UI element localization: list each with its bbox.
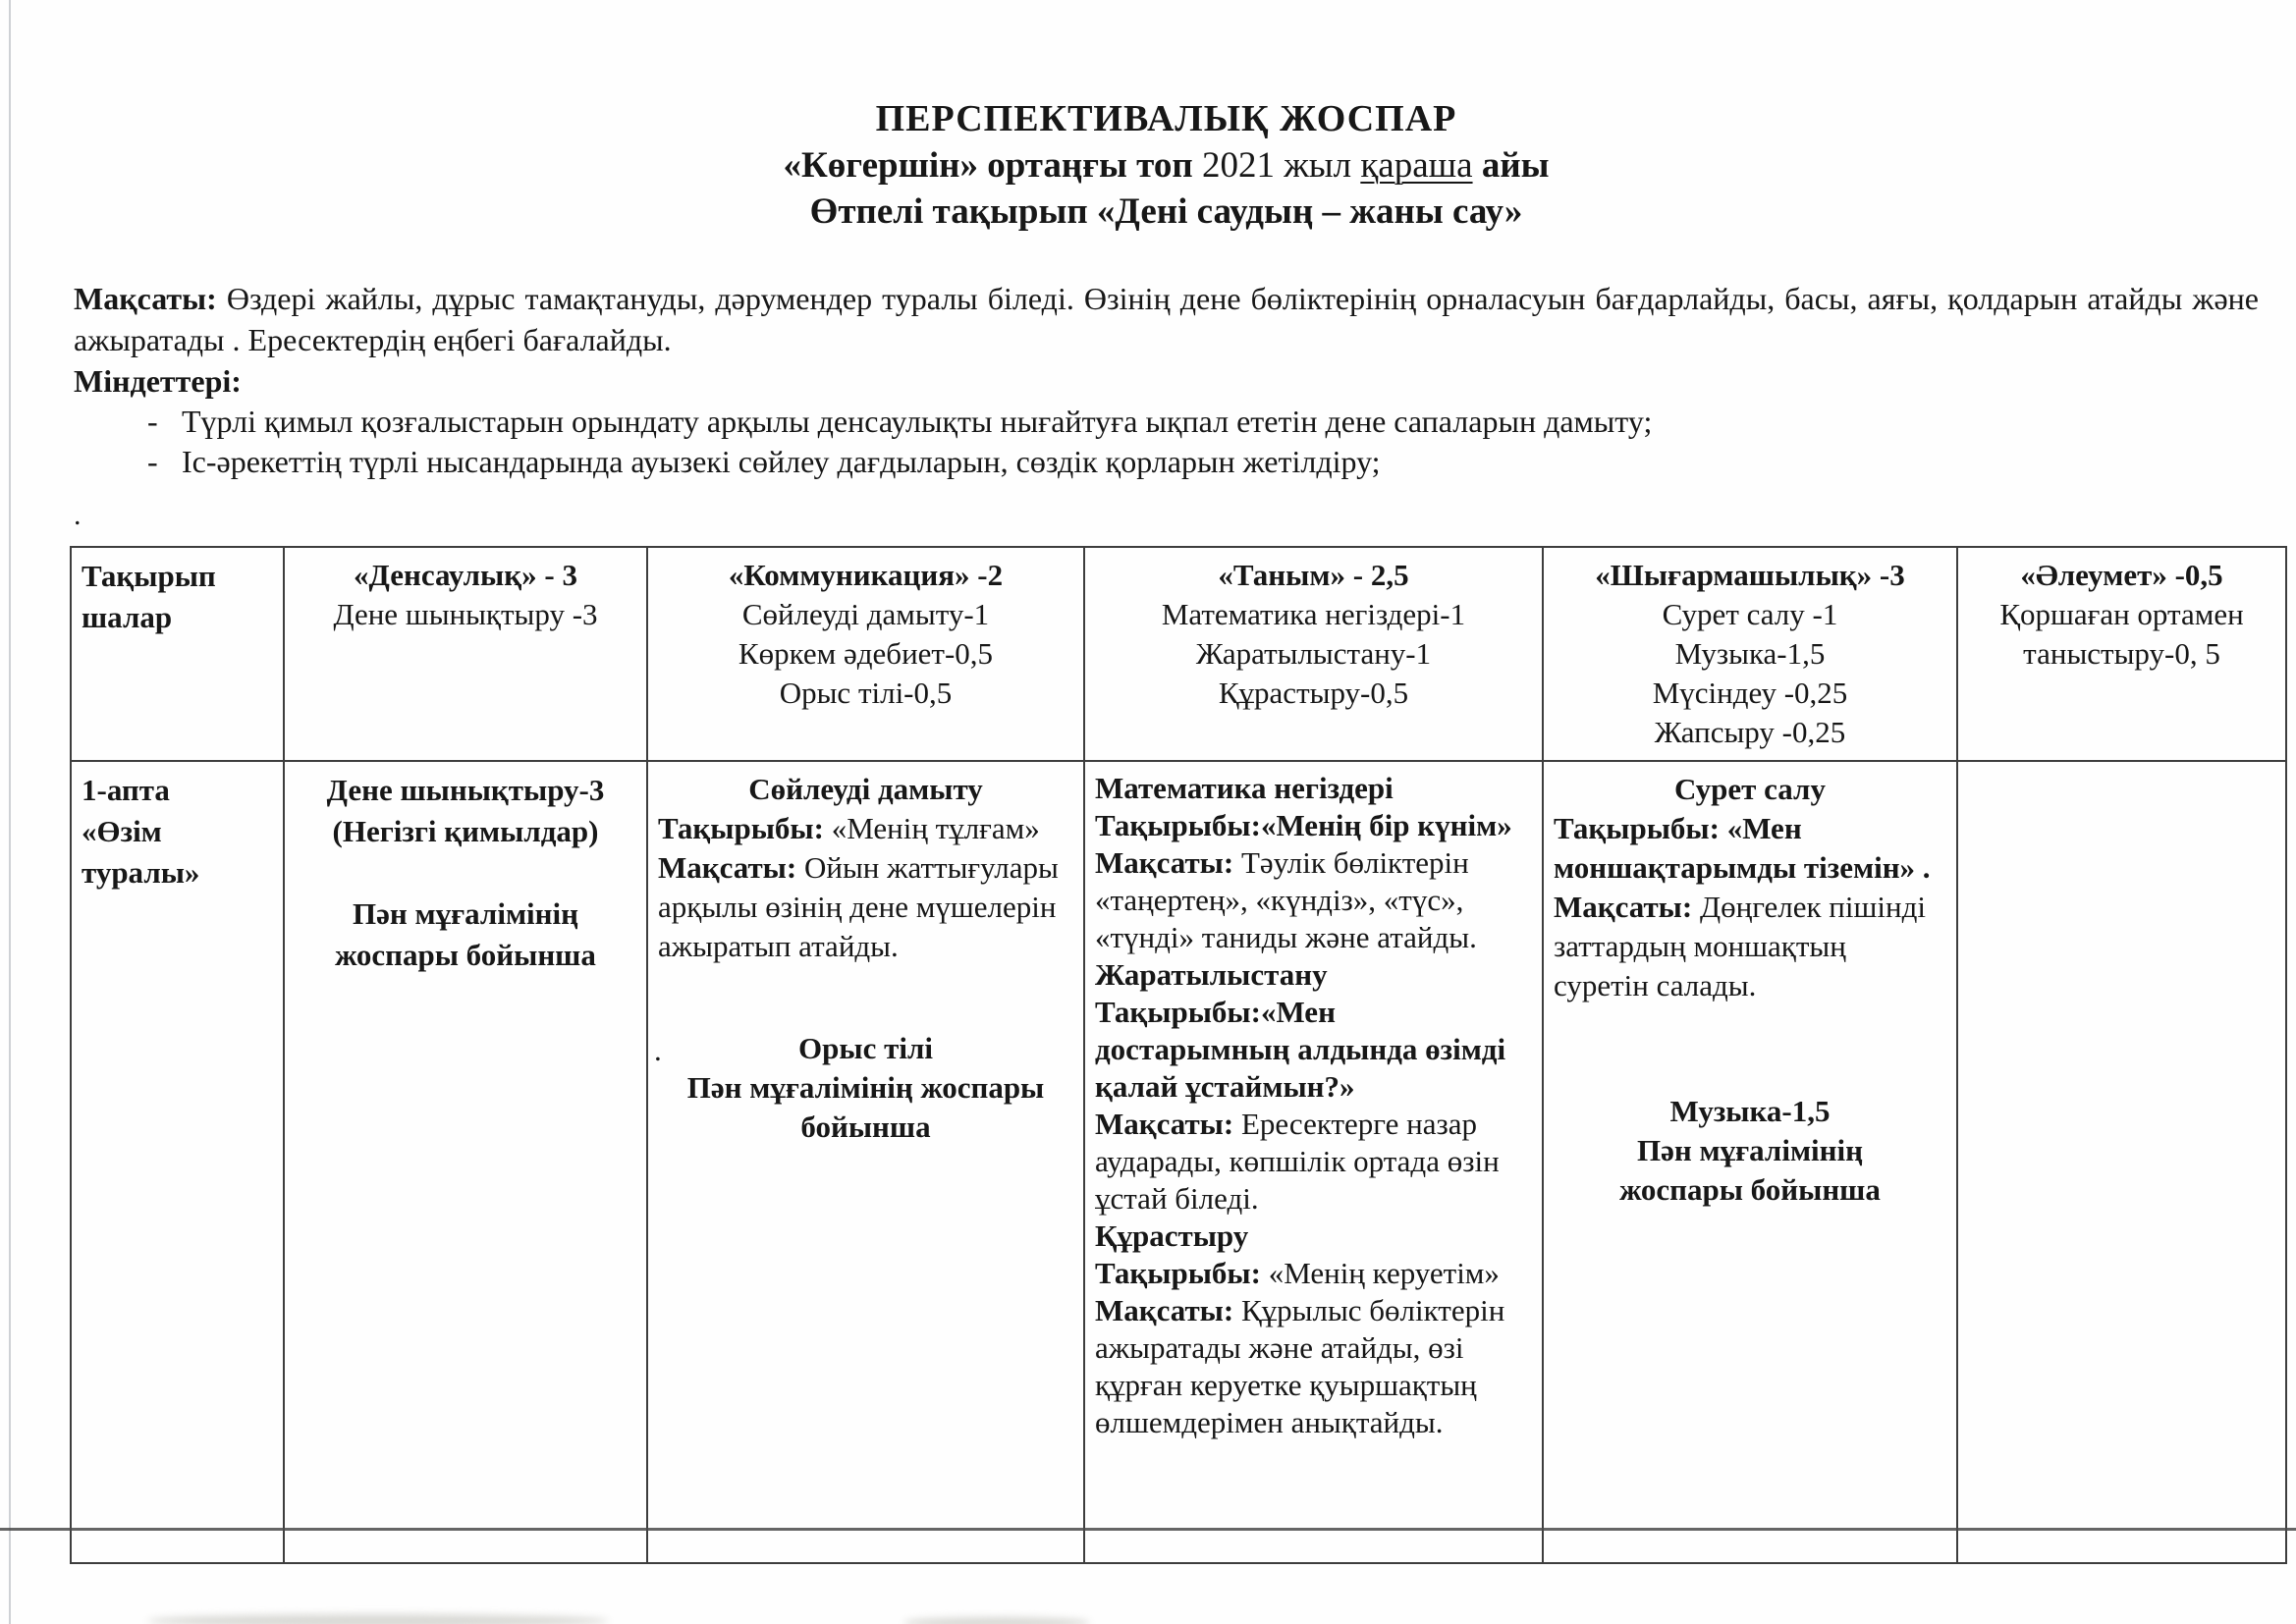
topic-label: Тақырыбы: [1554,811,1720,845]
goal-text: Өздері жайлы, дұрыс тамақтануды, дәрумендер туралы біледі. Өзінің дене бөліктерінің орналасуын бағдарлайды, басы, аяғы, қолдарын атайды және ажыратады . Ересектердің еңбегі бағалайды. [74,281,2259,357]
goal-text: Ойын жаттығулары арқылы өзінің дене мүшелерін ажыратып атайды. [658,850,1059,963]
subject-line: Орыс тілі-0,5 [779,676,953,710]
header-cell-topics [71,547,284,761]
topic-label: Тақырыбы: [658,811,824,845]
scan-smudge [903,1617,1090,1624]
header-cell-communication [647,547,1084,761]
task-text: Түрлі қимыл қозғалыстарын орындату арқылы денсаулықты нығайтуға ықпал ететін дене сапаларын дамыту; [182,404,1653,439]
body-cell-week [71,761,284,1563]
activity-heading: Құрастыру [1095,1218,1249,1253]
goal-line [1554,888,1946,1005]
table-body-row [71,761,2286,1563]
subject-line: Жаратылыстану-1 [1195,636,1432,671]
activity-heading: Математика негіздері [1095,771,1394,805]
plan-table [70,546,2287,1564]
topic-line [1554,809,1946,888]
goal-label: Мақсаты: [1095,1107,1234,1141]
stray-mark: . [654,1033,662,1067]
subject-line: Жапсыру -0,25 [1654,715,1846,749]
domain-title: «Денсаулық» - 3 [354,558,577,592]
task-item [74,402,2259,442]
topic-text: «Менің тұлғам» [823,811,1040,845]
topic-label: Тақырыбы: [1095,808,1261,842]
dash-bullet: - [147,444,158,479]
goal-line [1095,1106,1532,1218]
week-line: «Өзім [82,814,162,848]
subject-line: Математика негіздері-1 [1161,597,1466,631]
topic-text: «Менің бір күнім» [1260,808,1512,842]
teacher-plan-note: жоспары бойынша [1619,1172,1881,1207]
task-text: Іс-әрекеттің түрлі нысандарында ауызекі сөйлеу дағдыларын, сөздік қорларын жетілдіру; [182,444,1381,479]
goal-label: Мақсаты: [74,281,217,316]
body-cell-social [1957,761,2286,1563]
goal-label: Мақсаты: [1095,1293,1234,1327]
header-cell-creativity [1543,547,1957,761]
teacher-plan-note: Пән мұғалімінің жоспары бойынша [686,1070,1045,1144]
teacher-plan-note: Пән мұғалімінің жоспары бойынша [335,896,596,972]
activity-heading: Дене шынықтыру-3 [326,773,605,807]
domain-title: «Әлеумет» -0,5 [2020,558,2223,592]
body-cell-communication [647,761,1084,1563]
header-line: Тақырып [82,559,216,593]
subject-line: Сурет салу -1 [1662,597,1838,631]
topic-line [1095,1255,1532,1292]
goal-text: Құрылыс бөліктерін ажыратады және атайды, өзі құрған керуетке қуыршақтың өлшемдерімен анықтайды. [1095,1293,1505,1439]
subject-line: Дене шынықтыру -3 [333,597,598,631]
subtitle-suffix: айы [1472,145,1550,186]
header-cell-health [284,547,647,761]
body-cell-cognition [1084,761,1543,1563]
document-content [74,0,2259,531]
subject-line: Музыка-1,5 [1674,636,1826,671]
week-line: туралы» [82,855,200,890]
tasks-heading: Міндеттері: [74,363,242,399]
topic-line [1095,994,1532,1106]
domain-title: «Шығармашылық» -3 [1595,558,1905,592]
scan-edge-artifact [9,0,11,1624]
week-line: 1-апта [82,773,170,807]
page-wide-rule [0,1528,2296,1531]
dash-bullet: - [147,404,158,439]
domain-title: «Коммуникация» -2 [728,558,1004,592]
activity-heading: Сөйлеуді дамыту [748,772,983,806]
activity-heading: . Орыс тілі [658,1029,1073,1068]
header-cell-social [1957,547,2286,761]
header-cell-cognition [1084,547,1543,761]
subtitle-line [74,142,2259,189]
group-name: «Көгершін» ортаңғы топ [783,145,1193,186]
theme-line: Өтпелі тақырып «Дені саудың – жаны сау» [809,191,1523,232]
body-cell-creativity [1543,761,1957,1563]
subject-line: Құрастыру-0,5 [1218,676,1409,710]
activity-heading: Музыка-1,5 [1669,1094,1831,1128]
teacher-plan-note: Пән мұғалімінің [1636,1133,1864,1167]
goal-label: Мақсаты: [1095,845,1234,880]
goal-line [658,848,1073,966]
goal-label: Мақсаты: [658,850,797,885]
topic-text: «Менің керуетім» [1260,1256,1500,1290]
stray-mark: . [74,499,82,531]
goal-text: Дөңгелек пішінді заттардың моншақтың суретін салады. [1554,890,1926,1002]
topic-label: Тақырыбы: [1095,995,1261,1029]
goal-label: Мақсаты: [1554,890,1693,924]
subject-line: Мүсіндеу -0,25 [1652,676,1848,710]
title-block [74,0,2259,235]
subject-line: Қоршаған ортамен таныстыру-0, 5 [1999,597,2244,671]
page-title: ПЕРСПЕКТИВАЛЫҚ ЖОСПАР [875,98,1457,139]
table-header-row [71,547,2286,761]
header-line: шалар [82,600,173,634]
goal-line [1095,1292,1532,1441]
activity-subheading: (Негізгі қимылдар) [332,814,599,848]
subject-line: Сөйлеуді дамыту-1 [741,597,990,631]
goal-text: Тәулік бөліктерін «таңертең», «күндіз», «түс», «түнді» таниды және атайды. [1095,845,1477,954]
year-text: 2021 жыл [1192,145,1361,186]
goal-line [1095,844,1532,956]
topic-line [658,809,1073,848]
goal-text: Ересектерге назар аударады, көпшілік ортада өзін ұстай біледі. [1095,1107,1500,1216]
activity-heading: Жаратылыстану [1095,957,1328,992]
topic-line [1095,807,1532,844]
goal-paragraph [74,278,2259,360]
month-underlined: қараша [1360,145,1473,186]
domain-title: «Таным» - 2,5 [1218,558,1409,592]
subject-line: Көркем әдебиет-0,5 [738,636,994,671]
body-cell-health [284,761,647,1563]
activity-heading: Сурет салу [1674,772,1826,806]
topic-text: «Мен моншақтарымды тіземін» . [1554,811,1931,885]
topic-label: Тақырыбы: [1095,1256,1261,1290]
scan-smudge [147,1614,609,1624]
task-item [74,442,2259,482]
topic-text: «Мен достарымның алдында өзімді қалай ұстаймын?» [1095,995,1506,1104]
